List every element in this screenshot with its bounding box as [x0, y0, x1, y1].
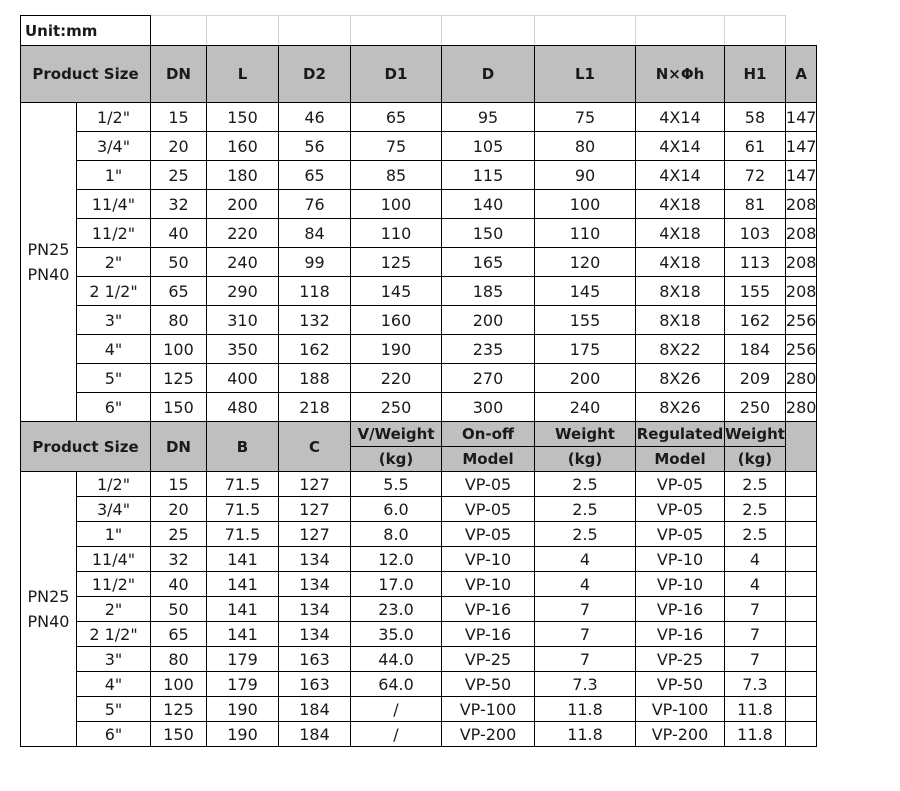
- cell-nxh: 8X26: [636, 393, 725, 422]
- cell-w2: 4: [725, 547, 786, 572]
- cell-a: 256: [785, 335, 817, 364]
- cell-vw: 17.0: [351, 572, 442, 597]
- cell-l1: 145: [535, 277, 636, 306]
- cell-b: 141: [207, 622, 279, 647]
- cell-h1: 209: [725, 364, 786, 393]
- cell-nxh: 8X26: [636, 364, 725, 393]
- table-row: [21, 497, 817, 522]
- cell-d1: 75: [351, 132, 442, 161]
- cell-b: 141: [207, 547, 279, 572]
- table-row: [21, 547, 817, 572]
- pressure-class: PN25: [27, 587, 70, 606]
- cell-l1: 240: [535, 393, 636, 422]
- cell-size: 5": [77, 364, 151, 393]
- cell-vw: 6.0: [351, 497, 442, 522]
- cell-vw: 35.0: [351, 622, 442, 647]
- table-row: [21, 161, 817, 190]
- pressure-rating: [21, 103, 77, 422]
- cell-size: 4": [77, 335, 151, 364]
- cell-d: 185: [442, 277, 535, 306]
- cell-dn: 40: [151, 572, 207, 597]
- header-regulated-model: Model: [636, 447, 725, 472]
- cell-onoff: VP-10: [442, 547, 535, 572]
- header-weight: Weight: [535, 422, 636, 447]
- cell-c: 184: [279, 697, 351, 722]
- cell-size: 3": [77, 647, 151, 672]
- cell-a: 147: [785, 103, 817, 132]
- cell-l1: 80: [535, 132, 636, 161]
- header-blank: [785, 422, 817, 472]
- cell-w1: 7: [535, 597, 636, 622]
- cell-nxh: 4X18: [636, 248, 725, 277]
- cell-dn: 32: [151, 547, 207, 572]
- table-row: [21, 472, 817, 497]
- cell-d2: 218: [279, 393, 351, 422]
- header-onoff: On-off: [442, 422, 535, 447]
- cell-empty: [785, 672, 817, 697]
- cell-size: 2": [77, 597, 151, 622]
- cell-empty: [785, 547, 817, 572]
- cell-l: 160: [207, 132, 279, 161]
- cell-reg: VP-25: [636, 647, 725, 672]
- cell-size: 3/4": [77, 497, 151, 522]
- cell-a: 147: [785, 161, 817, 190]
- cell-reg: VP-05: [636, 522, 725, 547]
- cell-h1: 103: [725, 219, 786, 248]
- cell-d: 270: [442, 364, 535, 393]
- cell-vw: 23.0: [351, 597, 442, 622]
- cell-dn: 20: [151, 497, 207, 522]
- cell-w1: 11.8: [535, 697, 636, 722]
- header-vweight-unit: (kg): [351, 447, 442, 472]
- table-row: [21, 103, 817, 132]
- cell-reg: VP-10: [636, 547, 725, 572]
- cell-reg: VP-16: [636, 597, 725, 622]
- cell-size: 1": [77, 522, 151, 547]
- cell-empty: [785, 622, 817, 647]
- cell-w2: 2.5: [725, 472, 786, 497]
- cell-w1: 2.5: [535, 472, 636, 497]
- cell-d2: 99: [279, 248, 351, 277]
- cell-dn: 25: [151, 161, 207, 190]
- cell-l: 220: [207, 219, 279, 248]
- cell-nxh: 4X18: [636, 219, 725, 248]
- cell-dn: 40: [151, 219, 207, 248]
- cell-c: 134: [279, 597, 351, 622]
- cell-b: 71.5: [207, 522, 279, 547]
- cell-c: 134: [279, 547, 351, 572]
- cell-d2: 65: [279, 161, 351, 190]
- pressure-class: PN25: [27, 240, 70, 259]
- cell-dn: 65: [151, 277, 207, 306]
- cell-c: 134: [279, 622, 351, 647]
- cell-size: 11/2": [77, 219, 151, 248]
- cell-h1: 113: [725, 248, 786, 277]
- header-product-size: Product Size: [21, 46, 151, 103]
- cell-w2: 4: [725, 572, 786, 597]
- table-row: [21, 219, 817, 248]
- cell-onoff: VP-05: [442, 522, 535, 547]
- cell-reg: VP-200: [636, 722, 725, 747]
- header-dn: DN: [151, 422, 207, 472]
- cell-l: 180: [207, 161, 279, 190]
- cell-w2: 7: [725, 597, 786, 622]
- header-b: B: [207, 422, 279, 472]
- pressure-rating: [21, 472, 77, 747]
- header-l: L: [207, 46, 279, 103]
- header-d2: D2: [279, 46, 351, 103]
- cell-b: 141: [207, 597, 279, 622]
- cell-dn: 150: [151, 393, 207, 422]
- cell-vw: 44.0: [351, 647, 442, 672]
- cell-nxh: 8X22: [636, 335, 725, 364]
- cell-a: 256: [785, 306, 817, 335]
- cell-w1: 11.8: [535, 722, 636, 747]
- cell-nxh: 8X18: [636, 277, 725, 306]
- valve-dimension-table: [20, 15, 817, 747]
- table-row: [21, 672, 817, 697]
- cell-empty: [785, 497, 817, 522]
- cell-dn: 80: [151, 306, 207, 335]
- cell-dn: 80: [151, 647, 207, 672]
- cell-c: 134: [279, 572, 351, 597]
- cell-w2: 7: [725, 622, 786, 647]
- table-row: [21, 277, 817, 306]
- table-row: [21, 722, 817, 747]
- cell-nxh: 4X14: [636, 132, 725, 161]
- cell-reg: VP-05: [636, 472, 725, 497]
- cell-nxh: 8X18: [636, 306, 725, 335]
- cell-dn: 25: [151, 522, 207, 547]
- cell-size: 6": [77, 393, 151, 422]
- unit-row: [21, 16, 817, 46]
- cell-a: 280: [785, 364, 817, 393]
- cell-nxh: 4X14: [636, 161, 725, 190]
- cell-empty: [785, 697, 817, 722]
- cell-d2: 46: [279, 103, 351, 132]
- table-row: [21, 190, 817, 219]
- table-row: [21, 248, 817, 277]
- header-product-size: Product Size: [21, 422, 151, 472]
- cell-h1: 58: [725, 103, 786, 132]
- cell-d1: 110: [351, 219, 442, 248]
- cell-d1: 250: [351, 393, 442, 422]
- cell-l1: 120: [535, 248, 636, 277]
- cell-reg: VP-50: [636, 672, 725, 697]
- cell-d2: 162: [279, 335, 351, 364]
- cell-size: 5": [77, 697, 151, 722]
- table1-header-row: [21, 46, 817, 103]
- cell-reg: VP-16: [636, 622, 725, 647]
- cell-onoff: VP-16: [442, 622, 535, 647]
- cell-w1: 7: [535, 647, 636, 672]
- cell-empty: [785, 572, 817, 597]
- header-c: C: [279, 422, 351, 472]
- header-d: D: [442, 46, 535, 103]
- cell-onoff: VP-50: [442, 672, 535, 697]
- table-row: [21, 132, 817, 161]
- cell-b: 190: [207, 697, 279, 722]
- header-regulated: Regulated: [636, 422, 725, 447]
- header-weight-unit: (kg): [535, 447, 636, 472]
- cell-d2: 118: [279, 277, 351, 306]
- cell-d2: 76: [279, 190, 351, 219]
- cell-c: 163: [279, 647, 351, 672]
- cell-size: 1/2": [77, 103, 151, 132]
- pressure-class: PN40: [27, 612, 70, 631]
- cell-w1: 2.5: [535, 522, 636, 547]
- cell-d: 140: [442, 190, 535, 219]
- cell-b: 179: [207, 647, 279, 672]
- cell-a: 208: [785, 219, 817, 248]
- spec-sheet: [20, 15, 817, 747]
- table-row: [21, 393, 817, 422]
- table-row: [21, 647, 817, 672]
- cell-vw: 64.0: [351, 672, 442, 697]
- cell-h1: 250: [725, 393, 786, 422]
- cell-reg: VP-100: [636, 697, 725, 722]
- cell-size: 2": [77, 248, 151, 277]
- cell-vw: 8.0: [351, 522, 442, 547]
- cell-nxh: 4X18: [636, 190, 725, 219]
- cell-c: 127: [279, 522, 351, 547]
- cell-onoff: VP-100: [442, 697, 535, 722]
- cell-l: 350: [207, 335, 279, 364]
- cell-size: 4": [77, 672, 151, 697]
- header-weight-unit: (kg): [725, 447, 786, 472]
- cell-a: 208: [785, 277, 817, 306]
- cell-l: 480: [207, 393, 279, 422]
- cell-c: 184: [279, 722, 351, 747]
- cell-c: 163: [279, 672, 351, 697]
- cell-b: 71.5: [207, 497, 279, 522]
- cell-l1: 110: [535, 219, 636, 248]
- cell-size: 6": [77, 722, 151, 747]
- cell-h1: 162: [725, 306, 786, 335]
- cell-d1: 100: [351, 190, 442, 219]
- cell-size: 2 1/2": [77, 622, 151, 647]
- cell-reg: VP-10: [636, 572, 725, 597]
- cell-l: 400: [207, 364, 279, 393]
- cell-l1: 75: [535, 103, 636, 132]
- table-row: [21, 522, 817, 547]
- cell-c: 127: [279, 497, 351, 522]
- cell-b: 141: [207, 572, 279, 597]
- cell-a: 208: [785, 248, 817, 277]
- cell-l1: 100: [535, 190, 636, 219]
- cell-h1: 184: [725, 335, 786, 364]
- cell-d1: 145: [351, 277, 442, 306]
- cell-l: 200: [207, 190, 279, 219]
- cell-d: 105: [442, 132, 535, 161]
- table-row: [21, 364, 817, 393]
- cell-dn: 20: [151, 132, 207, 161]
- cell-l: 310: [207, 306, 279, 335]
- cell-empty: [785, 472, 817, 497]
- cell-w2: 7.3: [725, 672, 786, 697]
- cell-size: 3": [77, 306, 151, 335]
- table-row: [21, 622, 817, 647]
- cell-a: 208: [785, 190, 817, 219]
- cell-size: 3/4": [77, 132, 151, 161]
- cell-c: 127: [279, 472, 351, 497]
- cell-dn: 65: [151, 622, 207, 647]
- header-h1: H1: [725, 46, 786, 103]
- table-row: [21, 572, 817, 597]
- header-dn: DN: [151, 46, 207, 103]
- header-nxh: N×Φh: [636, 46, 725, 103]
- cell-dn: 50: [151, 597, 207, 622]
- cell-d: 200: [442, 306, 535, 335]
- table-row: [21, 697, 817, 722]
- cell-dn: 125: [151, 364, 207, 393]
- header-a: A: [785, 46, 817, 103]
- cell-d1: 125: [351, 248, 442, 277]
- cell-onoff: VP-25: [442, 647, 535, 672]
- cell-dn: 32: [151, 190, 207, 219]
- cell-d: 165: [442, 248, 535, 277]
- cell-d1: 85: [351, 161, 442, 190]
- cell-d: 115: [442, 161, 535, 190]
- cell-vw: /: [351, 722, 442, 747]
- cell-w1: 2.5: [535, 497, 636, 522]
- table2-header-row: [21, 422, 817, 447]
- cell-w2: 11.8: [725, 697, 786, 722]
- table-row: [21, 335, 817, 364]
- unit-label: Unit:mm: [21, 16, 151, 46]
- cell-h1: 72: [725, 161, 786, 190]
- cell-dn: 100: [151, 335, 207, 364]
- cell-onoff: VP-05: [442, 472, 535, 497]
- cell-b: 179: [207, 672, 279, 697]
- cell-d1: 65: [351, 103, 442, 132]
- cell-l1: 155: [535, 306, 636, 335]
- cell-dn: 100: [151, 672, 207, 697]
- cell-size: 2 1/2": [77, 277, 151, 306]
- cell-l: 150: [207, 103, 279, 132]
- cell-onoff: VP-200: [442, 722, 535, 747]
- cell-size: 1": [77, 161, 151, 190]
- cell-reg: VP-05: [636, 497, 725, 522]
- cell-d: 150: [442, 219, 535, 248]
- cell-size: 11/4": [77, 190, 151, 219]
- cell-dn: 125: [151, 697, 207, 722]
- cell-h1: 61: [725, 132, 786, 161]
- cell-w2: 2.5: [725, 522, 786, 547]
- cell-w1: 4: [535, 572, 636, 597]
- cell-vw: /: [351, 697, 442, 722]
- header-weight: Weight: [725, 422, 786, 447]
- header-onoff-model: Model: [442, 447, 535, 472]
- cell-dn: 150: [151, 722, 207, 747]
- cell-empty: [785, 597, 817, 622]
- cell-d2: 188: [279, 364, 351, 393]
- table-row: [21, 597, 817, 622]
- cell-d: 300: [442, 393, 535, 422]
- cell-d: 235: [442, 335, 535, 364]
- cell-a: 147: [785, 132, 817, 161]
- header-l1: L1: [535, 46, 636, 103]
- header-d1: D1: [351, 46, 442, 103]
- cell-empty: [785, 722, 817, 747]
- cell-dn: 15: [151, 103, 207, 132]
- cell-w1: 4: [535, 547, 636, 572]
- cell-nxh: 4X14: [636, 103, 725, 132]
- header-vweight: V/Weight: [351, 422, 442, 447]
- cell-d: 95: [442, 103, 535, 132]
- cell-onoff: VP-05: [442, 497, 535, 522]
- cell-size: 1/2": [77, 472, 151, 497]
- cell-dn: 50: [151, 248, 207, 277]
- cell-l1: 90: [535, 161, 636, 190]
- cell-empty: [785, 522, 817, 547]
- cell-h1: 81: [725, 190, 786, 219]
- cell-onoff: VP-10: [442, 572, 535, 597]
- cell-w2: 2.5: [725, 497, 786, 522]
- cell-d1: 220: [351, 364, 442, 393]
- cell-vw: 5.5: [351, 472, 442, 497]
- pressure-class: PN40: [27, 265, 70, 284]
- cell-d1: 190: [351, 335, 442, 364]
- cell-w1: 7.3: [535, 672, 636, 697]
- cell-l1: 175: [535, 335, 636, 364]
- cell-d2: 132: [279, 306, 351, 335]
- cell-empty: [785, 647, 817, 672]
- cell-w2: 11.8: [725, 722, 786, 747]
- cell-onoff: VP-16: [442, 597, 535, 622]
- cell-vw: 12.0: [351, 547, 442, 572]
- cell-size: 11/2": [77, 572, 151, 597]
- cell-l: 240: [207, 248, 279, 277]
- cell-a: 280: [785, 393, 817, 422]
- cell-h1: 155: [725, 277, 786, 306]
- cell-w2: 7: [725, 647, 786, 672]
- table-row: [21, 306, 817, 335]
- cell-l: 290: [207, 277, 279, 306]
- cell-d1: 160: [351, 306, 442, 335]
- cell-size: 11/4": [77, 547, 151, 572]
- cell-dn: 15: [151, 472, 207, 497]
- cell-d2: 84: [279, 219, 351, 248]
- cell-b: 71.5: [207, 472, 279, 497]
- cell-w1: 7: [535, 622, 636, 647]
- cell-d2: 56: [279, 132, 351, 161]
- cell-b: 190: [207, 722, 279, 747]
- cell-l1: 200: [535, 364, 636, 393]
